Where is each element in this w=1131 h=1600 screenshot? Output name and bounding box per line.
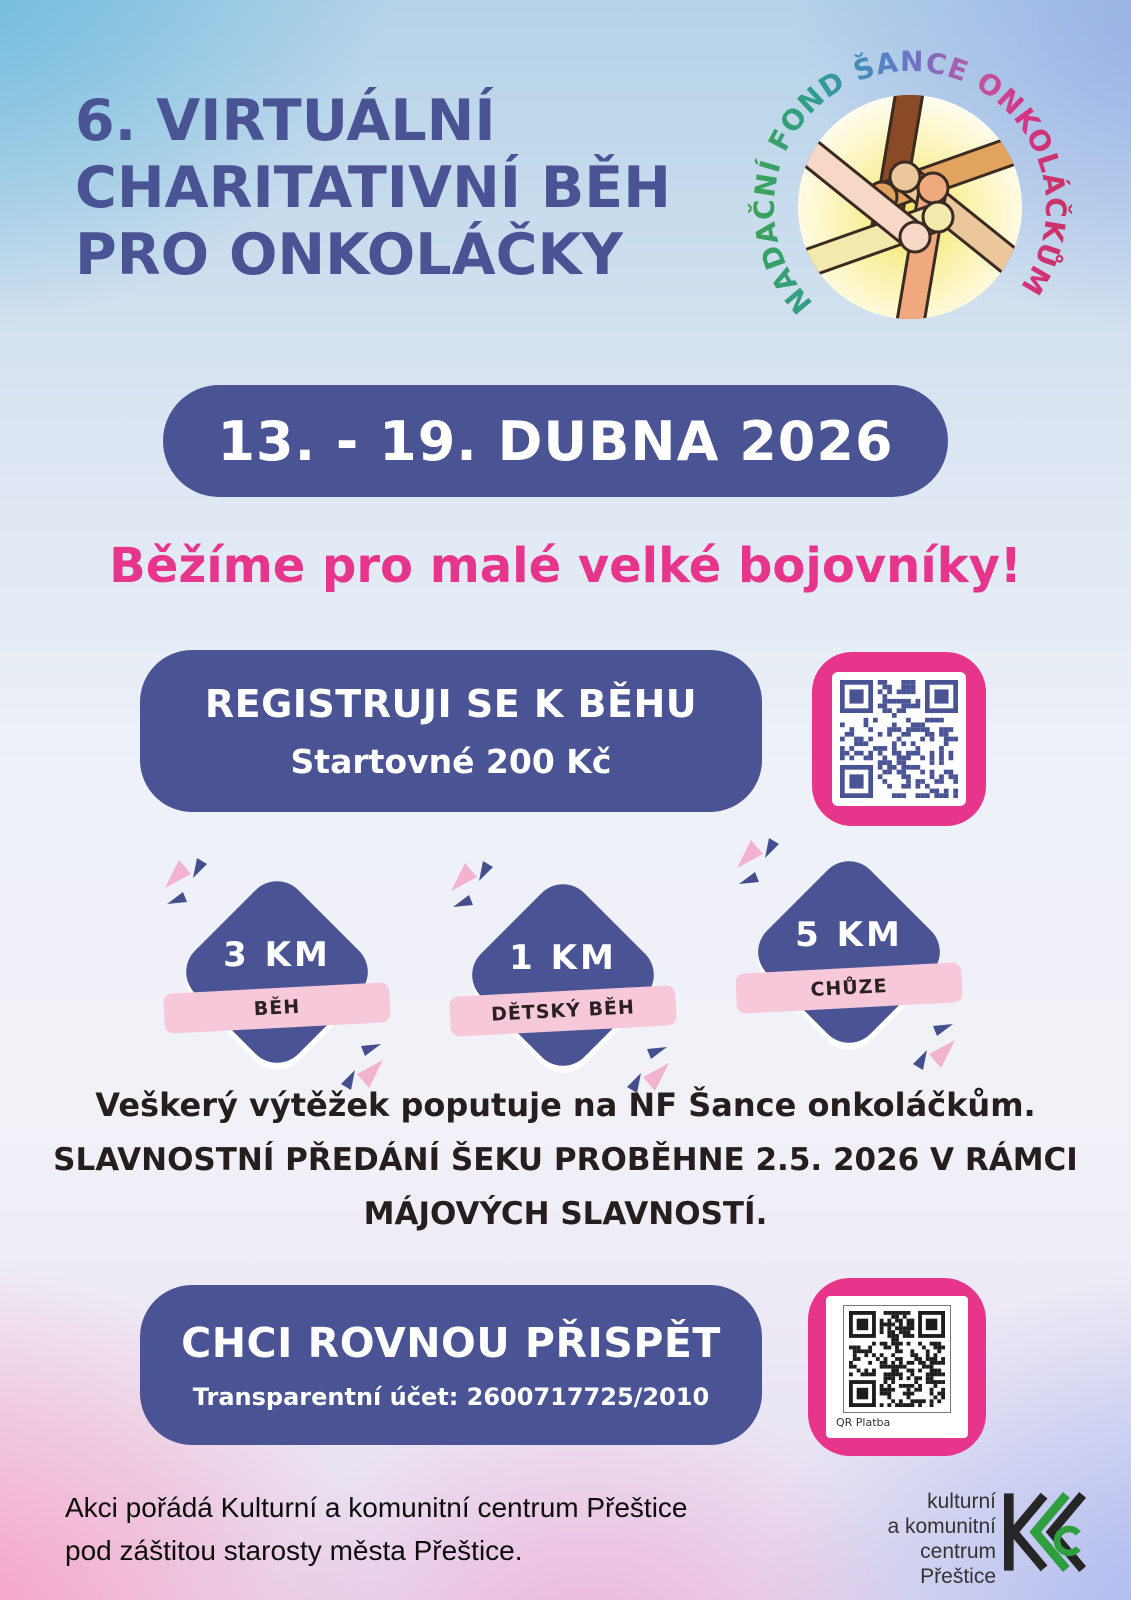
badge-1km-kids-run (433, 845, 693, 1105)
sparkle-icon (327, 1032, 385, 1090)
info-line: SLAVNOSTNÍ PŘEDÁNÍ ŠEKU PROBĚHNE 2.5. 2026 V RÁMCI (53, 1142, 1078, 1178)
qr-donate-frame (808, 1278, 986, 1456)
kkc-org-name (858, 1489, 996, 1589)
qr-platba-label: QR Platba (836, 1416, 891, 1429)
register-button[interactable] (140, 650, 762, 812)
organizer-text (65, 1486, 688, 1572)
organizer-line: Akci pořádá Kulturní a komunitní centrum Přeštice (65, 1492, 688, 1523)
sparkle-icon (899, 1012, 957, 1070)
qr-register-background (832, 672, 966, 806)
event-title (75, 88, 745, 289)
qr-register-code (840, 680, 958, 798)
date-banner (163, 385, 948, 497)
sparkle-icon (163, 858, 221, 916)
badge-3km-run (147, 842, 407, 1102)
sparkle-icon (449, 861, 507, 919)
event-title-line: CHARITATIVNÍ BĚH (75, 155, 671, 221)
badge-ribbon-label: CHŮZE (809, 974, 889, 1002)
badge-5km-walk (719, 822, 979, 1082)
badge-ribbon-label: DĚTSKÝ BĚH (490, 996, 636, 1026)
info-line: MÁJOVÝCH SLAVNOSTÍ. (363, 1196, 768, 1232)
kkc-org-line: kulturní (927, 1490, 996, 1513)
kkc-org-line: Přeštice (920, 1565, 996, 1588)
event-title-line: PRO ONKOLÁČKY (75, 222, 623, 288)
qr-donate-border (843, 1305, 951, 1413)
donate-button-title: CHCI ROVNOU PŘISPĚT (181, 1319, 721, 1367)
event-title-line: 6. VIRTUÁLNÍ (75, 88, 496, 154)
badge-ribbon-label: BĚH (253, 995, 301, 1021)
donate-account-text: Transparentní účet: 2600717725/2010 (192, 1383, 710, 1411)
date-banner-text: 13. - 19. DUBNA 2026 (217, 409, 894, 473)
kkc-org-line: centrum (920, 1540, 996, 1563)
badge-distance: 1 KM (509, 938, 617, 978)
proceeds-info-text (0, 1086, 1131, 1232)
qr-register-frame (812, 652, 986, 826)
register-fee-text: Startovné 200 Kč (290, 741, 612, 781)
kkc-logo (1004, 1488, 1096, 1576)
qr-donate-background (826, 1296, 968, 1438)
foundation-arc-text: NADAČNÍ FOND ŠANCE ONKOLÁČKŮM (747, 44, 1073, 321)
info-line: Veškerý výtěžek poputuje na NF Šance onkoláčkům. (95, 1086, 1036, 1124)
badge-distance: 3 KM (223, 935, 331, 975)
qr-donate-code (849, 1311, 945, 1407)
tagline: Běžíme pro malé velké bojovníky! (109, 538, 1022, 594)
donate-button[interactable] (140, 1285, 762, 1445)
sparkle-icon (735, 838, 793, 896)
organizer-line: pod záštitou starosty města Přeštice. (65, 1535, 523, 1566)
badge-distance: 5 KM (795, 915, 903, 955)
register-button-title: REGISTRUJI SE K BĚHU (204, 681, 698, 726)
sparkle-icon (613, 1035, 671, 1093)
kkc-org-line: a komunitní (887, 1515, 996, 1538)
foundation-logo (745, 22, 1075, 352)
